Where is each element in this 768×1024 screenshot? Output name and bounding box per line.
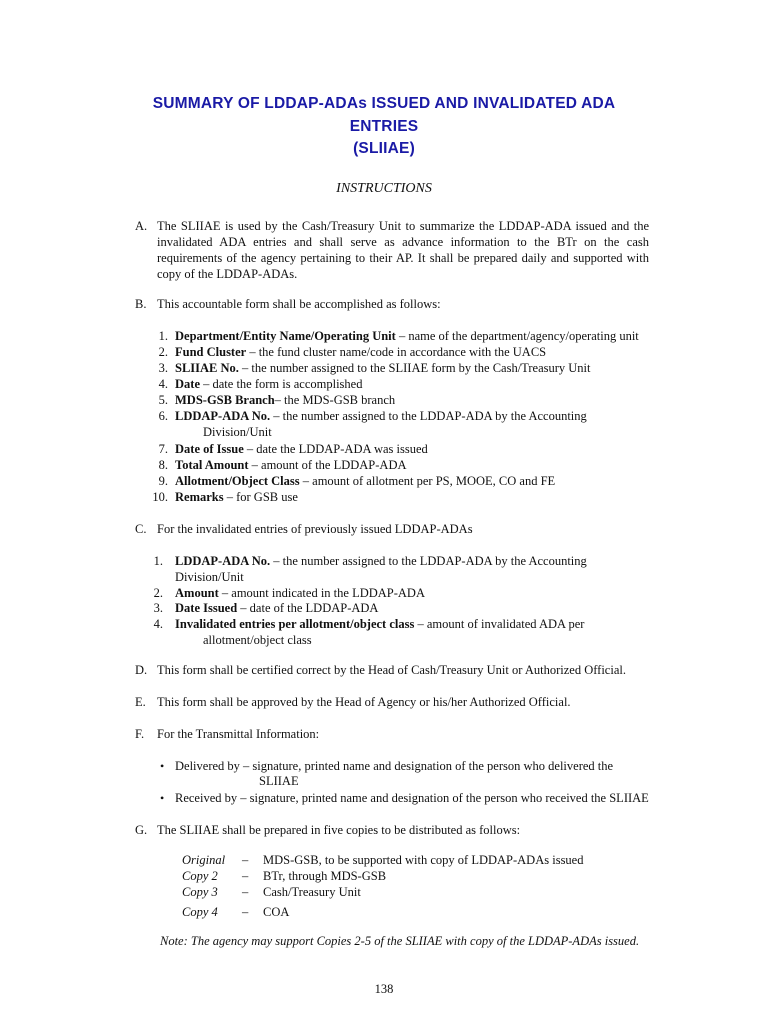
item-term: LDDAP-ADA No. — [175, 409, 271, 423]
item-number: 5. — [158, 393, 168, 407]
copy-recipient: COA — [263, 905, 290, 919]
item-number: 1. — [153, 554, 163, 568]
section-g-letter: G. — [135, 823, 148, 837]
copy-recipient: MDS-GSB, to be supported with copy of LDDAP-ADAs issued — [263, 853, 584, 867]
item-desc: – the number assigned to the LDDAP-ADA by the Accounting — [270, 409, 587, 423]
copy-label: Copy 2 — [182, 869, 218, 883]
section-b-letter: B. — [135, 297, 147, 311]
item-number: 4. — [158, 377, 168, 391]
item-number: 3. — [158, 361, 168, 375]
item-desc: – the number assigned to the LDDAP-ADA by the Accounting — [270, 554, 587, 568]
section-b-text: This accountable form shall be accomplished as follows: — [157, 297, 441, 311]
item-continuation: allotment/object class — [203, 633, 312, 647]
item-text — [175, 553, 645, 569]
item-number: 8. — [158, 458, 168, 472]
item-term: Invalidated entries per allotment/object class — [175, 617, 415, 631]
instructions-heading: INSTRUCTIONS — [336, 181, 432, 196]
item-number: 7. — [158, 442, 168, 456]
item-term: Date of Issue — [175, 442, 244, 456]
copy-label: Original — [182, 853, 226, 867]
section-d-text: This form shall be certified correct by the Head of Cash/Treasury Unit or Authorized Official. — [157, 663, 626, 677]
item-text — [175, 376, 645, 392]
item-desc: – the MDS-GSB branch — [274, 393, 396, 407]
bullet-glyph: • — [160, 759, 165, 773]
item-term: Date Issued — [175, 601, 238, 615]
item-term: Date — [175, 377, 200, 391]
document-title-line-1: SUMMARY OF LDDAP-ADAs ISSUED AND INVALIDATED ADA — [152, 95, 616, 112]
section-g-text: The SLIIAE shall be prepared in five copies to be distributed as follows: — [157, 823, 521, 837]
item-term: Amount — [175, 586, 219, 600]
item-text — [175, 392, 645, 408]
item-text — [175, 600, 645, 616]
item-desc: – date the LDDAP-ADA was issued — [243, 442, 428, 456]
copy-label: Copy 4 — [182, 905, 218, 919]
item-term: SLIIAE No. — [175, 361, 239, 375]
item-desc: – the number assigned to the SLIIAE form by the Cash/Treasury Unit — [238, 361, 591, 375]
copy-dash: – — [242, 905, 249, 919]
section-c-letter: C. — [135, 522, 147, 536]
document-title-acronym: (SLIIAE) — [353, 140, 415, 157]
copy-recipient: BTr, through MDS-GSB — [263, 869, 387, 883]
bullet-text: Delivered by – signature, printed name and designation of the person who delivered the — [175, 759, 614, 773]
item-text — [175, 489, 645, 505]
section-a-text: The SLIIAE is used by the Cash/Treasury Unit to summarize the LDDAP-ADA issued and the invalidated ADA entries and shall serve as advance information to the BTr on the cash requirements of the agency pertaining to their AP. It shall be prepared daily and supported with copy of the LDDAP-ADAs. — [157, 219, 649, 281]
item-term: Allotment/Object Class — [175, 474, 300, 488]
item-number: 4. — [153, 617, 163, 631]
item-text — [175, 360, 645, 376]
section-f-text: For the Transmittal Information: — [157, 727, 320, 741]
item-text — [175, 328, 645, 344]
item-desc: – amount of invalidated ADA per — [414, 617, 585, 631]
copy-dash: – — [242, 869, 249, 883]
bullet-text: Received by – signature, printed name and designation of the person who received the SLIIAE — [175, 791, 649, 805]
item-number: 6. — [158, 409, 168, 423]
document-title-line-2: ENTRIES — [349, 118, 419, 135]
item-desc: – for GSB use — [223, 490, 298, 504]
section-a-letter: A. — [135, 219, 148, 233]
item-term: LDDAP-ADA No. — [175, 554, 271, 568]
item-text — [175, 441, 645, 457]
item-text — [175, 473, 645, 489]
item-text — [175, 585, 645, 601]
page-number: 138 — [374, 982, 394, 996]
copy-label: Copy 3 — [182, 885, 218, 899]
item-desc: – date the form is accomplished — [200, 377, 363, 391]
item-number: 9. — [158, 474, 168, 488]
bullet-continuation: SLIIAE — [259, 774, 299, 788]
bullet-glyph: • — [160, 791, 165, 805]
item-text — [175, 457, 645, 473]
item-desc: – name of the department/agency/operating unit — [395, 329, 639, 343]
section-f-letter: F. — [135, 727, 145, 741]
item-desc: – the fund cluster name/code in accordance with the UACS — [246, 345, 547, 359]
section-d-letter: D. — [135, 663, 148, 677]
copy-dash: – — [242, 853, 249, 867]
item-term: Department/Entity Name/Operating Unit — [175, 329, 396, 343]
item-term: Total Amount — [175, 458, 249, 472]
item-number: 1. — [158, 329, 168, 343]
item-term: Remarks — [175, 490, 224, 504]
distribution-note: Note: The agency may support Copies 2-5 of the SLIIAE with copy of the LDDAP-ADAs issued. — [160, 934, 640, 948]
item-text — [175, 408, 645, 424]
item-desc: – date of the LDDAP-ADA — [237, 601, 379, 615]
item-number: 10. — [152, 490, 168, 504]
item-continuation: Division/Unit — [175, 570, 244, 584]
item-desc: – amount indicated in the LDDAP-ADA — [218, 586, 425, 600]
copy-dash: – — [242, 885, 249, 899]
item-number: 2. — [153, 586, 163, 600]
item-term: MDS-GSB Branch — [175, 393, 275, 407]
item-text — [175, 344, 645, 360]
item-term: Fund Cluster — [175, 345, 247, 359]
copy-recipient: Cash/Treasury Unit — [263, 885, 361, 899]
section-e-letter: E. — [135, 695, 146, 709]
section-e-text: This form shall be approved by the Head of Agency or his/her Authorized Official. — [157, 695, 571, 709]
item-continuation: Division/Unit — [203, 425, 272, 439]
section-c-text: For the invalidated entries of previously issued LDDAP-ADAs — [157, 522, 473, 536]
item-desc: – amount of allotment per PS, MOOE, CO and FE — [299, 474, 556, 488]
item-text — [175, 616, 645, 632]
item-desc: – amount of the LDDAP-ADA — [248, 458, 407, 472]
item-number: 3. — [153, 601, 163, 615]
item-number: 2. — [158, 345, 168, 359]
